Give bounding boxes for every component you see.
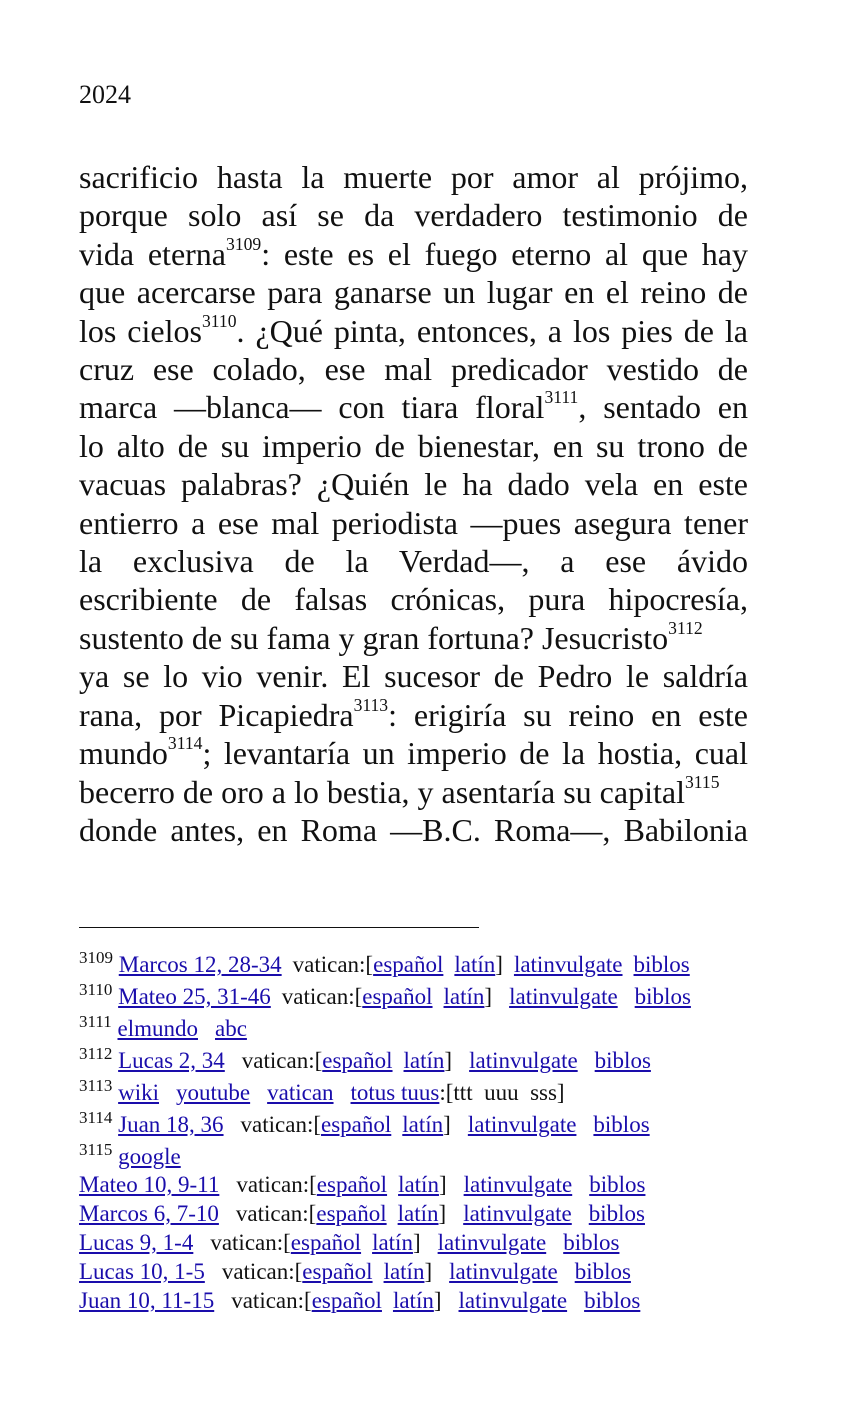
body-line: donde antes, en Roma —B.C. Roma—, Babilonia bbox=[79, 811, 748, 848]
reference-list bbox=[79, 1171, 645, 1316]
body-line-text: ; levantaría un imperio de la hostia, cual bbox=[202, 735, 748, 772]
biblos-link[interactable]: biblos bbox=[593, 1112, 650, 1137]
bible-ref-link[interactable]: Marcos 6, 7-10 bbox=[79, 1201, 219, 1226]
reference-row bbox=[79, 1171, 645, 1200]
body-line-text: : erigiría su reino en este bbox=[388, 696, 749, 733]
body-line-text: rana, por Picapiedra bbox=[79, 696, 354, 733]
bible-ref-link[interactable]: Mateo 25, 31-46 bbox=[118, 984, 271, 1009]
latinvulgate-link[interactable]: latinvulgate bbox=[467, 1112, 577, 1137]
bracket-close: ] bbox=[424, 1259, 433, 1284]
latinvulgate-link[interactable]: latinvulgate bbox=[458, 1288, 568, 1313]
vatican-label: vatican:[ bbox=[236, 1172, 317, 1197]
footnote-number: 3112 bbox=[79, 1044, 113, 1063]
bracket-close: ] bbox=[495, 952, 503, 977]
latin-link[interactable]: latín bbox=[383, 1259, 425, 1284]
body-line-text: . ¿Qué pinta, entonces, a los pies de la bbox=[236, 312, 749, 349]
body-line: entierro a ese mal periodista —pues asegura tener bbox=[79, 504, 748, 541]
bracket-close: ] bbox=[433, 1288, 442, 1313]
bracket-close: ] bbox=[438, 1201, 447, 1226]
bracket-close: ] bbox=[443, 1112, 451, 1137]
vatican-label: vatican:[ bbox=[292, 952, 374, 977]
elmundo-link[interactable]: elmundo bbox=[117, 1016, 198, 1041]
body-line bbox=[79, 312, 748, 350]
espanol-link[interactable]: español bbox=[302, 1259, 373, 1284]
body-line: porque solo así se da verdadero testimonio de bbox=[79, 197, 748, 234]
latin-link[interactable]: latín bbox=[372, 1230, 413, 1255]
reference-row bbox=[79, 1229, 645, 1258]
bracket-close: ] bbox=[484, 984, 493, 1009]
reference-row bbox=[79, 1200, 645, 1229]
body-line-text: mundo bbox=[79, 735, 168, 772]
google-link[interactable]: google bbox=[118, 1144, 181, 1169]
footnote-marker: 3109 bbox=[226, 233, 262, 254]
bible-ref-link[interactable]: Mateo 10, 9-11 bbox=[79, 1172, 220, 1197]
youtube-link[interactable]: youtube bbox=[176, 1080, 251, 1105]
vatican-label: vatican:[ bbox=[240, 1112, 322, 1137]
latin-link[interactable]: latín bbox=[392, 1288, 434, 1313]
footnote-3112 bbox=[79, 1046, 779, 1078]
footnotes bbox=[79, 950, 779, 1174]
biblos-link[interactable]: biblos bbox=[633, 952, 690, 977]
espanol-link[interactable]: español bbox=[373, 952, 444, 977]
body-line: lo alto de su imperio de bienestar, en su trono de bbox=[79, 427, 748, 464]
vatican-link[interactable]: vatican bbox=[267, 1080, 334, 1105]
latinvulgate-link[interactable]: latinvulgate bbox=[469, 1048, 578, 1073]
body-line: cruz ese colado, ese mal predicador vestido de bbox=[79, 351, 748, 388]
biblos-link[interactable]: biblos bbox=[563, 1230, 620, 1255]
espanol-link[interactable]: español bbox=[290, 1230, 362, 1255]
footnote-number: 3114 bbox=[79, 1108, 113, 1127]
footnote-3113 bbox=[79, 1078, 779, 1110]
body-line bbox=[79, 773, 748, 811]
totus-tuus-link[interactable]: totus tuus bbox=[350, 1080, 440, 1105]
footnote-separator bbox=[79, 927, 479, 928]
bible-ref-link[interactable]: Lucas 10, 1-5 bbox=[79, 1259, 205, 1284]
footnote-marker: 3114 bbox=[167, 733, 203, 754]
bible-ref-link[interactable]: Marcos 12, 28-34 bbox=[118, 952, 282, 977]
vatican-label: vatican:[ bbox=[231, 1288, 312, 1313]
bible-ref-link[interactable]: Juan 10, 11-15 bbox=[79, 1288, 215, 1313]
bracket-close: ] bbox=[438, 1172, 447, 1197]
biblos-link[interactable]: biblos bbox=[574, 1259, 631, 1284]
espanol-link[interactable]: español bbox=[316, 1201, 387, 1226]
body-line-text: vida eterna bbox=[79, 235, 227, 272]
reference-row bbox=[79, 1258, 645, 1287]
footnote-tail: :[ttt uuu sss] bbox=[439, 1080, 565, 1105]
latin-link[interactable]: latín bbox=[398, 1172, 439, 1197]
espanol-link[interactable]: español bbox=[316, 1172, 388, 1197]
body-line: ya se lo vio venir. El sucesor de Pedro le saldría bbox=[79, 658, 748, 695]
wiki-link[interactable]: wiki bbox=[118, 1080, 160, 1105]
footnote-3109 bbox=[79, 950, 779, 982]
body-line-text: : este es el fuego eterno al que hay bbox=[261, 235, 749, 272]
latinvulgate-link[interactable]: latinvulgate bbox=[463, 1172, 573, 1197]
biblos-link[interactable]: biblos bbox=[589, 1172, 646, 1197]
biblos-link[interactable]: biblos bbox=[634, 984, 691, 1009]
latin-link[interactable]: latín bbox=[454, 952, 496, 977]
body-line bbox=[79, 619, 748, 657]
latinvulgate-link[interactable]: latinvulgate bbox=[437, 1230, 547, 1255]
latin-link[interactable]: latín bbox=[397, 1201, 439, 1226]
footnote-marker: 3111 bbox=[544, 387, 579, 408]
body-line: que acercarse para ganarse un lugar en el reino de bbox=[79, 274, 748, 311]
body-line: sacrificio hasta la muerte por amor al prójimo, bbox=[79, 159, 748, 195]
vatican-label: vatican:[ bbox=[241, 1048, 323, 1073]
body-line bbox=[79, 734, 748, 772]
espanol-link[interactable]: español bbox=[322, 1048, 393, 1073]
body-line-text: , sentado en bbox=[578, 389, 748, 426]
body-line-text: sustento de su fama y gran fortuna? Jesucristo bbox=[79, 619, 669, 656]
body-text bbox=[79, 158, 748, 849]
latin-link[interactable]: latín bbox=[443, 984, 485, 1009]
footnote-number: 3110 bbox=[79, 980, 113, 999]
abc-link[interactable]: abc bbox=[215, 1016, 247, 1041]
footnote-marker: 3113 bbox=[353, 694, 389, 715]
footnote-marker: 3112 bbox=[668, 617, 703, 638]
footnote-number: 3111 bbox=[79, 1012, 112, 1031]
footnote-marker: 3110 bbox=[201, 310, 237, 331]
biblos-link[interactable]: biblos bbox=[584, 1288, 641, 1313]
bible-ref-link[interactable]: Juan 18, 36 bbox=[118, 1112, 224, 1137]
vatican-label: vatican:[ bbox=[210, 1230, 291, 1255]
biblos-link[interactable]: biblos bbox=[594, 1048, 651, 1073]
bracket-close: ] bbox=[412, 1230, 421, 1255]
footnote-marker: 3115 bbox=[684, 771, 720, 792]
latinvulgate-link[interactable]: latinvulgate bbox=[463, 1201, 572, 1226]
espanol-link[interactable]: español bbox=[362, 984, 433, 1009]
vatican-label: vatican:[ bbox=[235, 1201, 317, 1226]
latinvulgate-link[interactable]: latinvulgate bbox=[449, 1259, 558, 1284]
body-line: la exclusiva de la Verdad—, a ese ávido bbox=[79, 543, 748, 580]
footnote-3114 bbox=[79, 1110, 779, 1142]
footnote-3111 bbox=[79, 1014, 779, 1046]
body-line-text: marca —blanca— con tiara floral bbox=[79, 389, 545, 426]
page-number: 2024 bbox=[79, 80, 131, 109]
body-line bbox=[79, 235, 748, 273]
footnote-number: 3115 bbox=[79, 1140, 113, 1159]
biblos-link[interactable]: biblos bbox=[588, 1201, 645, 1226]
espanol-link[interactable]: español bbox=[321, 1112, 392, 1137]
reference-row bbox=[79, 1287, 645, 1316]
body-line bbox=[79, 696, 748, 734]
latinvulgate-link[interactable]: latinvulgate bbox=[513, 952, 623, 977]
body-line bbox=[79, 388, 748, 426]
bible-ref-link[interactable]: Lucas 2, 34 bbox=[118, 1048, 225, 1073]
body-line: escribiente de falsas crónicas, pura hipocresía, bbox=[79, 581, 748, 618]
footnote-number: 3109 bbox=[79, 948, 113, 967]
latin-link[interactable]: latín bbox=[402, 1112, 444, 1137]
vatican-label: vatican:[ bbox=[281, 984, 363, 1009]
latinvulgate-link[interactable]: latinvulgate bbox=[509, 984, 618, 1009]
vatican-label: vatican:[ bbox=[221, 1259, 303, 1284]
footnote-number: 3113 bbox=[79, 1076, 113, 1095]
bible-ref-link[interactable]: Lucas 9, 1-4 bbox=[79, 1230, 194, 1255]
footnote-3110 bbox=[79, 982, 779, 1014]
latin-link[interactable]: latín bbox=[403, 1048, 445, 1073]
body-line: vacuas palabras? ¿Quién le ha dado vela en este bbox=[79, 466, 748, 503]
bracket-close: ] bbox=[444, 1048, 453, 1073]
body-line-text: los cielos bbox=[79, 312, 202, 349]
body-line-text: becerro de oro a lo bestia, y asentaría su capital bbox=[79, 773, 685, 810]
footnote-3115 bbox=[79, 1142, 779, 1174]
espanol-link[interactable]: español bbox=[311, 1288, 382, 1313]
